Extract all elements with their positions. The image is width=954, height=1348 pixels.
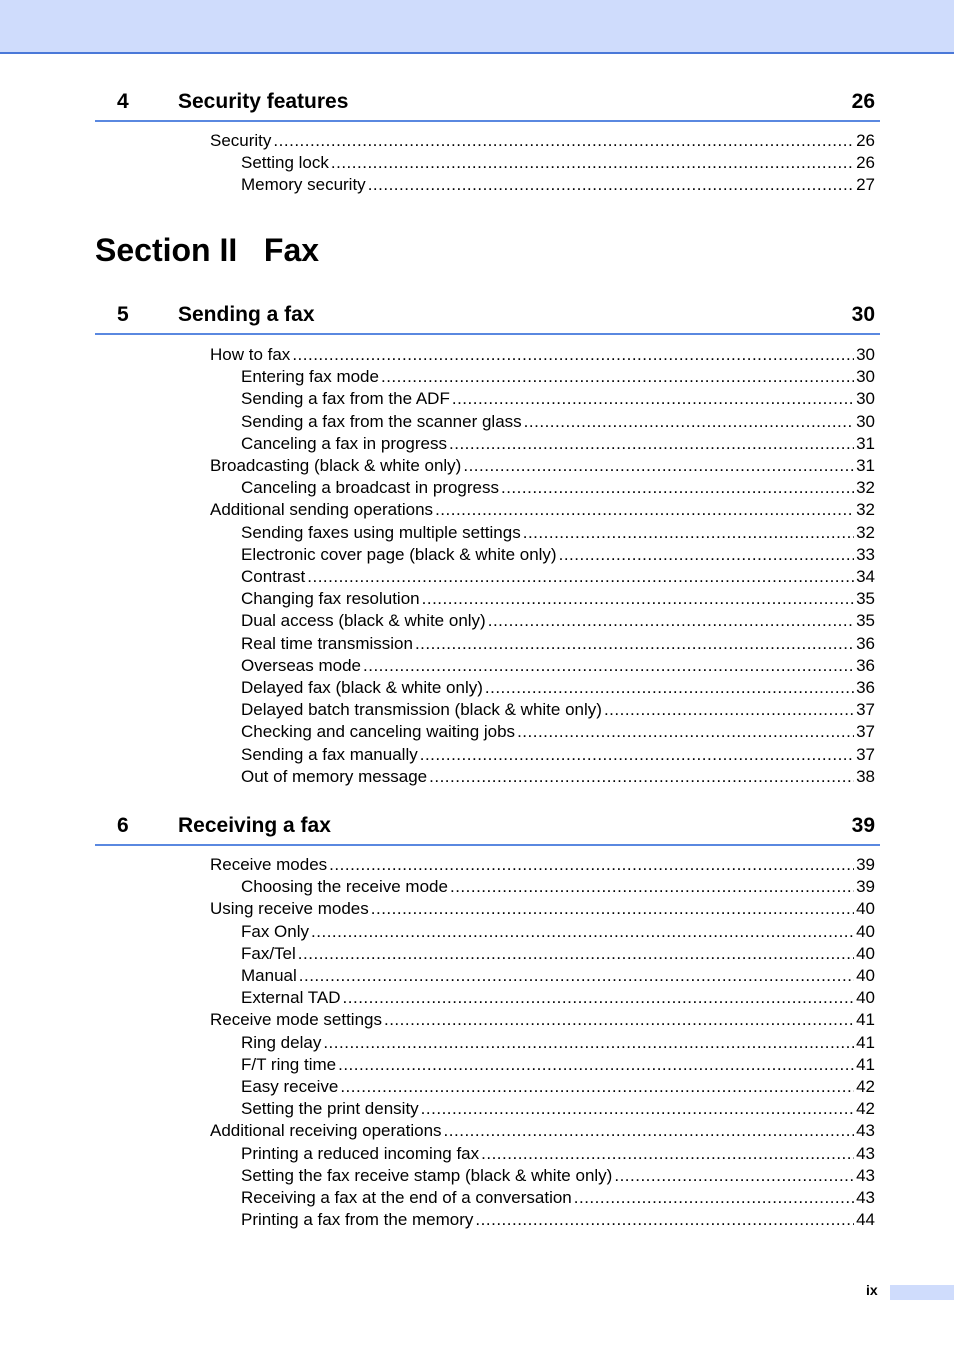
dot-leader bbox=[371, 898, 854, 920]
toc-entry-label: Delayed batch transmission (black & white only) bbox=[241, 700, 602, 720]
toc-entry-label: Fax Only bbox=[241, 921, 310, 941]
toc-entry-label: Sending a fax from the ADF bbox=[241, 389, 450, 409]
toc-entry-label: Choosing the receive mode bbox=[241, 877, 448, 897]
toc-entry-label: Delayed fax (black & white only) bbox=[241, 678, 483, 697]
dot-leader bbox=[449, 433, 854, 455]
toc-entry-label: Broadcasting (black & white only) bbox=[210, 456, 462, 475]
toc-entry-page: 26 bbox=[856, 153, 875, 173]
toc-entry-label: Receive modes bbox=[210, 855, 328, 874]
toc-entry[interactable] bbox=[241, 1054, 875, 1076]
toc-entry-label: Easy receive bbox=[241, 1077, 339, 1096]
toc-entry-label: Receiving a fax at the end of a conversation bbox=[241, 1188, 572, 1207]
toc-entry[interactable] bbox=[241, 744, 875, 766]
dot-leader bbox=[368, 174, 854, 196]
dot-leader bbox=[614, 1165, 854, 1187]
dot-leader bbox=[311, 921, 854, 943]
dot-leader bbox=[338, 1054, 854, 1076]
toc-entry-label: Electronic cover page (black & white only) bbox=[241, 544, 557, 564]
toc-entry-page: 37 bbox=[856, 700, 875, 720]
toc-entry-label: Memory security bbox=[241, 175, 366, 195]
toc-entry-label: Real time transmission bbox=[241, 633, 413, 653]
dot-leader bbox=[343, 987, 855, 1009]
dot-leader bbox=[415, 633, 854, 655]
dot-leader bbox=[481, 1143, 854, 1165]
dot-leader bbox=[523, 522, 854, 544]
toc-entry[interactable] bbox=[241, 477, 875, 499]
toc-entry[interactable] bbox=[241, 876, 875, 898]
dot-leader bbox=[384, 1009, 854, 1031]
toc-entry-label: Sending faxes using multiple settings bbox=[241, 522, 521, 542]
toc-entry[interactable] bbox=[210, 1009, 875, 1031]
dot-leader bbox=[273, 130, 854, 152]
toc-entry-page: 40 bbox=[856, 899, 875, 919]
chapter-title: Security features bbox=[178, 90, 349, 113]
toc-entry-page: 39 bbox=[856, 877, 875, 897]
toc-entry[interactable] bbox=[241, 943, 875, 965]
toc-entry-page: 32 bbox=[856, 500, 875, 520]
toc-entry-page: 40 bbox=[856, 966, 875, 985]
chapter-number: 4 bbox=[117, 90, 129, 113]
dot-leader bbox=[488, 610, 854, 632]
toc-entry-label: Fax/Tel bbox=[241, 943, 296, 963]
toc-entry-page: 30 bbox=[856, 411, 875, 431]
dot-leader bbox=[517, 721, 854, 743]
dot-leader bbox=[363, 655, 854, 677]
toc-entry-label: Printing a reduced incoming fax bbox=[241, 1143, 480, 1163]
toc-entry-page: 38 bbox=[856, 766, 875, 786]
dot-leader bbox=[485, 677, 854, 699]
toc-entry-label: External TAD bbox=[241, 988, 341, 1008]
toc-entry-page: 32 bbox=[856, 478, 875, 498]
toc-entry-page: 41 bbox=[856, 1054, 875, 1074]
toc-entry-label: Changing fax resolution bbox=[241, 589, 420, 609]
dot-leader bbox=[420, 744, 854, 766]
toc-entry[interactable] bbox=[241, 1076, 875, 1098]
toc-entry[interactable] bbox=[241, 766, 875, 788]
toc-entry[interactable] bbox=[241, 366, 875, 388]
toc-entry-label: Setting lock bbox=[241, 153, 329, 173]
toc-entry-label: Canceling a broadcast in progress bbox=[241, 478, 499, 498]
dot-leader bbox=[422, 588, 854, 610]
toc-entry-label: Sending a fax from the scanner glass bbox=[241, 411, 522, 431]
dot-leader bbox=[452, 388, 854, 410]
toc-entry[interactable] bbox=[210, 130, 875, 152]
toc-entry-page: 37 bbox=[856, 744, 875, 764]
toc-entry-label: Overseas mode bbox=[241, 655, 361, 675]
toc-entry-page: 35 bbox=[856, 589, 875, 609]
dot-leader bbox=[501, 477, 854, 499]
toc-entry[interactable] bbox=[241, 1209, 875, 1231]
toc-entry-page: 30 bbox=[856, 345, 875, 364]
toc-entry[interactable] bbox=[241, 566, 875, 588]
toc-entry-page: 43 bbox=[856, 1121, 875, 1141]
dot-leader bbox=[331, 152, 854, 174]
toc-entry-label: F/T ring time bbox=[241, 1054, 337, 1074]
page-number: ix bbox=[866, 1282, 878, 1298]
toc-entry-label: Dual access (black & white only) bbox=[241, 611, 486, 631]
chapter-heading[interactable] bbox=[95, 299, 880, 335]
toc-entry-label: Canceling a fax in progress bbox=[241, 433, 448, 453]
toc-entry-label: Ring delay bbox=[241, 1032, 322, 1052]
dot-leader bbox=[559, 544, 854, 566]
toc-entry-page: 43 bbox=[856, 1165, 875, 1185]
toc-entry[interactable] bbox=[241, 1187, 875, 1209]
toc-entry[interactable] bbox=[241, 921, 875, 943]
toc-entry-page: 43 bbox=[856, 1188, 875, 1207]
toc-entry-page: 41 bbox=[856, 1032, 875, 1052]
toc-entry[interactable] bbox=[210, 455, 875, 477]
dot-leader bbox=[340, 1076, 854, 1098]
page-tab bbox=[890, 1285, 954, 1300]
chapter-number: 6 bbox=[117, 814, 129, 837]
chapter-page: 39 bbox=[851, 814, 875, 837]
toc-entry-label: Out of memory message bbox=[241, 766, 428, 786]
toc-entry[interactable] bbox=[241, 1098, 875, 1120]
toc-entry-page: 36 bbox=[856, 655, 875, 675]
dot-leader bbox=[524, 411, 854, 433]
chapter-heading[interactable] bbox=[95, 86, 880, 122]
toc-entry-page: 41 bbox=[856, 1010, 875, 1030]
toc-entry-label: Entering fax mode bbox=[241, 367, 379, 387]
toc-entry-page: 31 bbox=[856, 433, 875, 453]
toc-entry[interactable] bbox=[241, 1165, 875, 1187]
toc-entry-page: 43 bbox=[856, 1143, 875, 1163]
toc-entry-page: 40 bbox=[856, 921, 875, 941]
dot-leader bbox=[323, 1032, 854, 1054]
toc-entry[interactable] bbox=[210, 854, 875, 876]
dot-leader bbox=[299, 965, 854, 987]
toc-entry-page: 26 bbox=[856, 131, 875, 150]
toc-entry-page: 42 bbox=[856, 1077, 875, 1096]
toc-entry[interactable] bbox=[241, 610, 875, 632]
toc-entry[interactable] bbox=[241, 1143, 875, 1165]
toc-entry-page: 42 bbox=[856, 1099, 875, 1119]
chapter-page: 30 bbox=[851, 303, 875, 326]
toc-entry[interactable] bbox=[241, 174, 875, 196]
toc-entry-page: 30 bbox=[856, 367, 875, 387]
toc-entry-label: Manual bbox=[241, 966, 297, 985]
toc-entry-page: 27 bbox=[856, 175, 875, 195]
toc-entry-page: 40 bbox=[856, 988, 875, 1008]
toc-entry-page: 37 bbox=[856, 722, 875, 742]
toc-entry-page: 33 bbox=[856, 544, 875, 564]
header-band bbox=[0, 0, 954, 54]
toc-entry-page: 35 bbox=[856, 611, 875, 631]
dot-leader bbox=[444, 1120, 855, 1142]
toc-entry[interactable] bbox=[241, 677, 875, 699]
toc-entry[interactable] bbox=[241, 633, 875, 655]
toc-entry-page: 40 bbox=[856, 943, 875, 963]
dot-leader bbox=[450, 876, 854, 898]
toc-entry[interactable] bbox=[241, 699, 875, 721]
section-label: Section II bbox=[95, 232, 238, 268]
toc-entry-label: Additional receiving operations bbox=[210, 1121, 442, 1141]
toc-entry-label: Sending a fax manually bbox=[241, 744, 418, 764]
chapter-heading[interactable] bbox=[95, 810, 880, 846]
toc-entry[interactable] bbox=[210, 499, 875, 521]
dot-leader bbox=[381, 366, 854, 388]
toc-entry[interactable] bbox=[210, 1120, 875, 1142]
toc-entry-label: Additional sending operations bbox=[210, 500, 434, 520]
toc-entry-page: 36 bbox=[856, 633, 875, 653]
toc-entry-label: Using receive modes bbox=[210, 899, 369, 919]
toc-entry[interactable] bbox=[241, 965, 875, 987]
dot-leader bbox=[463, 455, 854, 477]
toc-entry[interactable] bbox=[241, 411, 875, 433]
dot-leader bbox=[307, 566, 854, 588]
dot-leader bbox=[298, 943, 854, 965]
toc-entry-page: 39 bbox=[856, 855, 875, 874]
toc-entry[interactable] bbox=[241, 433, 875, 455]
toc-entry[interactable] bbox=[210, 344, 875, 366]
toc-entry[interactable] bbox=[241, 1032, 875, 1054]
dot-leader bbox=[475, 1209, 854, 1231]
toc-entry-page: 31 bbox=[856, 456, 875, 475]
toc-entry[interactable] bbox=[241, 544, 875, 566]
toc-entry-page: 34 bbox=[856, 567, 875, 586]
toc-entry[interactable] bbox=[241, 987, 875, 1009]
toc-entry[interactable] bbox=[241, 522, 875, 544]
section-title: Fax bbox=[263, 232, 320, 268]
chapter-number: 5 bbox=[117, 303, 129, 326]
toc-entry-label: Receive mode settings bbox=[210, 1010, 382, 1030]
toc-entry-label: Setting the fax receive stamp (black & white only) bbox=[241, 1165, 613, 1185]
toc-entry-page: 36 bbox=[856, 678, 875, 697]
toc-entry[interactable] bbox=[241, 588, 875, 610]
chapter-title: Receiving a fax bbox=[178, 814, 331, 837]
dot-leader bbox=[604, 699, 854, 721]
toc-entry-label: How to fax bbox=[210, 345, 291, 364]
toc-entry[interactable] bbox=[241, 152, 875, 174]
dot-leader bbox=[435, 499, 854, 521]
toc-entry[interactable] bbox=[241, 655, 875, 677]
toc-entry-label: Setting the print density bbox=[241, 1099, 419, 1119]
toc-entry-page: 32 bbox=[856, 522, 875, 542]
dot-leader bbox=[329, 854, 854, 876]
toc-entry-label: Contrast bbox=[241, 567, 306, 586]
toc-entry[interactable] bbox=[210, 898, 875, 920]
section-heading bbox=[95, 232, 319, 269]
dot-leader bbox=[292, 344, 854, 366]
toc-entry[interactable] bbox=[241, 721, 875, 743]
dot-leader bbox=[429, 766, 854, 788]
chapter-page: 26 bbox=[851, 90, 875, 113]
toc-entry-label: Security bbox=[210, 131, 272, 150]
toc-entry-label: Printing a fax from the memory bbox=[241, 1210, 474, 1230]
toc-entry-page: 44 bbox=[856, 1210, 875, 1230]
chapter-title: Sending a fax bbox=[178, 303, 315, 326]
toc-entry-page: 30 bbox=[856, 389, 875, 409]
toc-entry[interactable] bbox=[241, 388, 875, 410]
dot-leader bbox=[574, 1187, 854, 1209]
dot-leader bbox=[421, 1098, 854, 1120]
toc-entry-label: Checking and canceling waiting jobs bbox=[241, 722, 516, 742]
